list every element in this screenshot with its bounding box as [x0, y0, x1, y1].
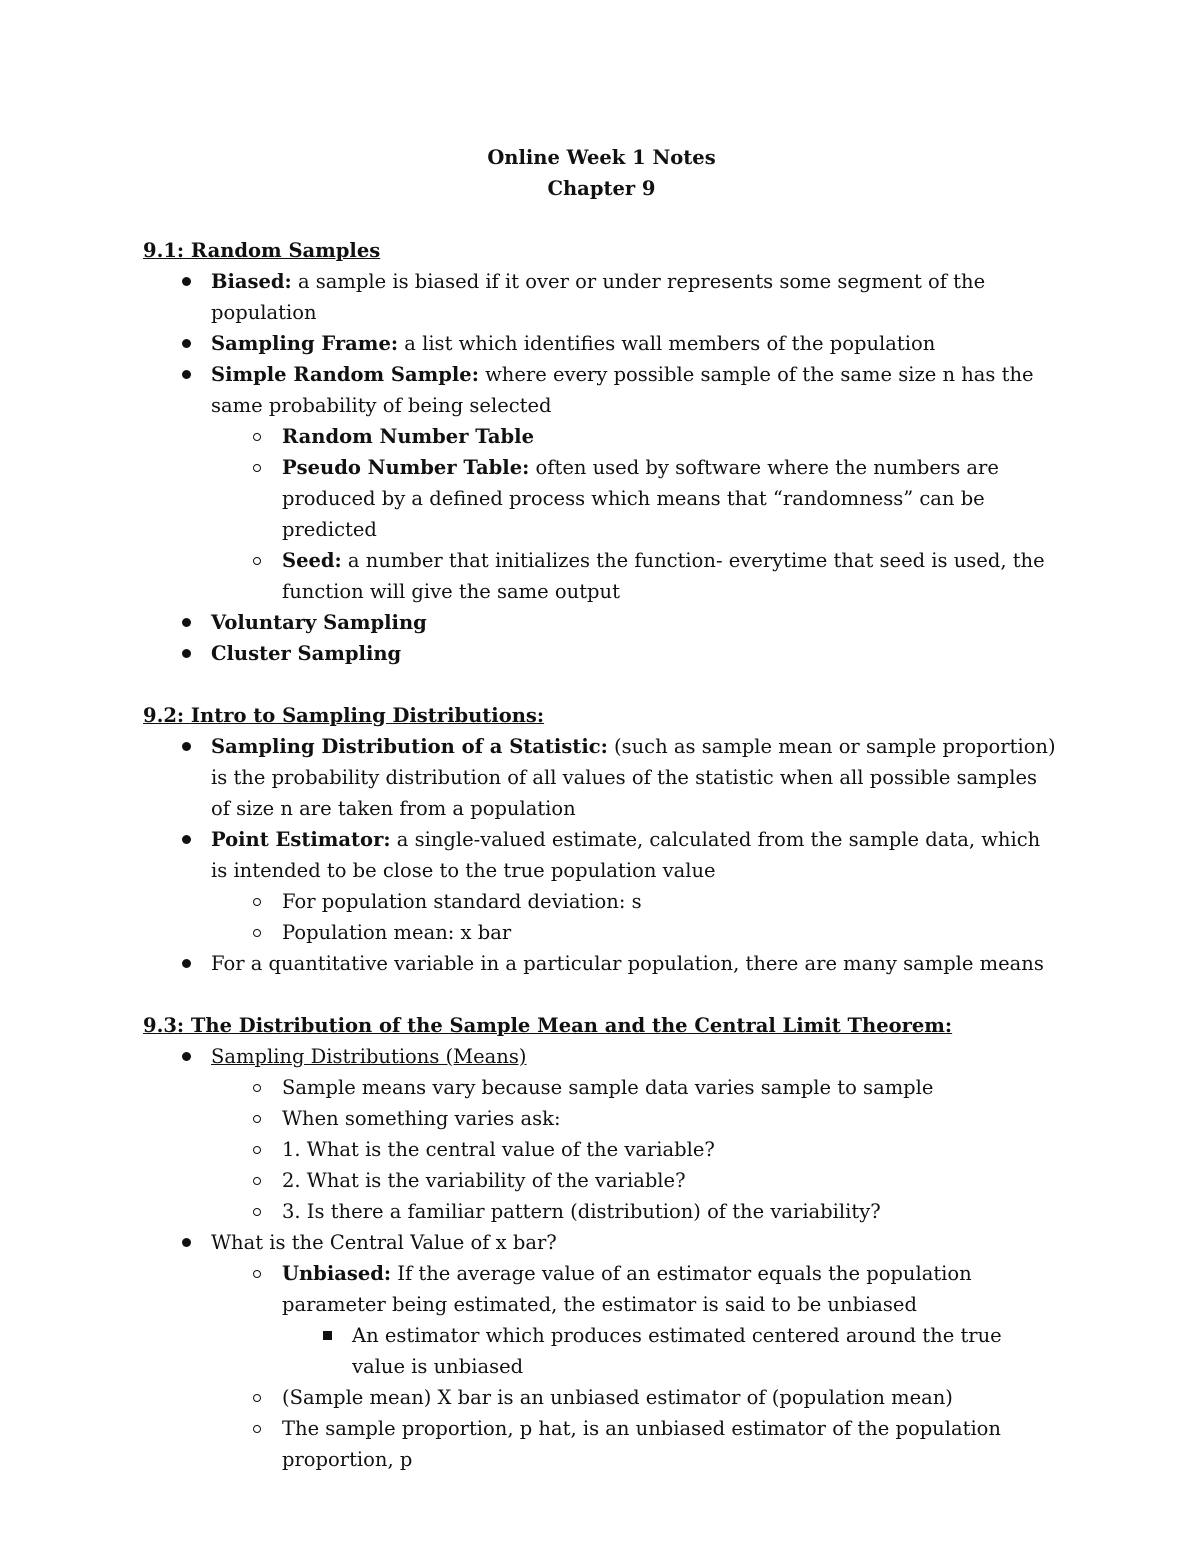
- list-item: [143, 731, 1060, 824]
- item-text: 3. Is there a familiar pattern (distribution) of the variability?: [282, 1200, 881, 1223]
- list-item: [143, 1382, 1060, 1413]
- circle-bullet-icon: [247, 1258, 267, 1289]
- bullet-icon: [176, 824, 196, 855]
- list-item: [143, 545, 1060, 607]
- term-label: Pseudo Number Table:: [282, 456, 530, 479]
- list-item: [143, 1413, 1060, 1475]
- list-item: [143, 607, 1060, 638]
- list-item: [143, 359, 1060, 421]
- list-item: [143, 1320, 1060, 1382]
- list-item: [143, 1165, 1060, 1196]
- term-label: Biased:: [211, 270, 292, 293]
- bullet-icon: [176, 359, 196, 390]
- section-heading-9-1: 9.1: Random Samples: [143, 239, 381, 262]
- list-item: [143, 452, 1060, 545]
- term-label: Point Estimator:: [211, 828, 391, 851]
- list-item: [143, 638, 1060, 669]
- bullet-icon: [176, 266, 196, 297]
- circle-bullet-icon: [247, 1413, 267, 1444]
- section-heading-9-2: 9.2: Intro to Sampling Distributions:: [143, 704, 545, 727]
- item-text: often used by software where the numbers are produced by a defined process which means that “randomness” can be predicted: [282, 456, 999, 541]
- item-text: If the average value of an estimator equals the population parameter being estimated, the estimator is said to be unbiased: [282, 1262, 972, 1316]
- circle-bullet-icon: [247, 1103, 267, 1134]
- list-item: [143, 824, 1060, 886]
- item-text: 1. What is the central value of the variable?: [282, 1138, 715, 1161]
- bullet-icon: [176, 1041, 196, 1072]
- item-text: (such as sample mean or sample proportion) is the probability distribution of all values of the statistic when all possible samples of size n are taken from a population: [211, 735, 1056, 820]
- list-item: [143, 1258, 1060, 1320]
- square-bullet-icon: [317, 1320, 337, 1351]
- term-label: Sampling Distribution of a Statistic:: [211, 735, 608, 758]
- term-label: Unbiased:: [282, 1262, 392, 1285]
- list-item: [143, 421, 1060, 452]
- item-text: a number that initializes the function- everytime that seed is used, the function will give the same output: [282, 549, 1045, 603]
- bullet-icon: [176, 1227, 196, 1258]
- circle-bullet-icon: [247, 452, 267, 483]
- item-text: (Sample mean) X bar is an unbiased estimator of (population mean): [282, 1386, 953, 1409]
- section-list-9-3: [143, 1041, 1060, 1475]
- circle-bullet-icon: [247, 421, 267, 452]
- circle-bullet-icon: [247, 886, 267, 917]
- list-item: [143, 1041, 1060, 1072]
- circle-bullet-icon: [247, 1165, 267, 1196]
- item-text: The sample proportion, p hat, is an unbiased estimator of the population proportion, p: [282, 1417, 1001, 1471]
- term-label: Simple Random Sample:: [211, 363, 479, 386]
- item-text: What is the Central Value of x bar?: [211, 1231, 557, 1254]
- circle-bullet-icon: [247, 545, 267, 576]
- section-list-9-2: [143, 731, 1060, 979]
- item-text: Sampling Distributions (Means): [211, 1045, 527, 1068]
- section-heading-9-3: 9.3: The Distribution of the Sample Mean and the Central Limit Theorem:: [143, 1014, 953, 1037]
- term-label: Random Number Table: [282, 425, 534, 448]
- term-label: Sampling Frame:: [211, 332, 399, 355]
- term-label: Voluntary Sampling: [211, 611, 427, 634]
- bullet-icon: [176, 948, 196, 979]
- list-item: [143, 1227, 1060, 1258]
- list-item: [143, 917, 1060, 948]
- bullet-icon: [176, 731, 196, 762]
- circle-bullet-icon: [247, 1134, 267, 1165]
- circle-bullet-icon: [247, 1072, 267, 1103]
- list-item: [143, 886, 1060, 917]
- spacer: [143, 204, 1060, 235]
- circle-bullet-icon: [247, 1382, 267, 1413]
- item-text: 2. What is the variability of the variable?: [282, 1169, 686, 1192]
- list-item: [143, 1134, 1060, 1165]
- list-item: [143, 1196, 1060, 1227]
- circle-bullet-icon: [247, 917, 267, 948]
- item-text: where every possible sample of the same size n has the same probability of being selected: [211, 363, 1034, 417]
- item-text: An estimator which produces estimated centered around the true value is unbiased: [352, 1324, 1002, 1378]
- list-item: [143, 266, 1060, 328]
- circle-bullet-icon: [247, 1196, 267, 1227]
- bullet-icon: [176, 607, 196, 638]
- item-text: Sample means vary because sample data varies sample to sample: [282, 1076, 934, 1099]
- spacer: [143, 669, 1060, 700]
- list-item: [143, 1103, 1060, 1134]
- list-item: [143, 948, 1060, 979]
- item-text: a single-valued estimate, calculated from the sample data, which is intended to be close to the true population value: [211, 828, 1041, 882]
- bullet-icon: [176, 638, 196, 669]
- list-item: [143, 328, 1060, 359]
- item-text: Population mean: x bar: [282, 921, 512, 944]
- item-text: a list which identifies wall members of the population: [398, 332, 936, 355]
- document-title: Online Week 1 Notes: [487, 146, 716, 169]
- item-text: For a quantitative variable in a particular population, there are many sample means: [211, 952, 1044, 975]
- item-text: a sample is biased if it over or under represents some segment of the population: [211, 270, 986, 324]
- term-label: Cluster Sampling: [211, 642, 402, 665]
- spacer: [143, 979, 1060, 1010]
- list-item: [143, 1072, 1060, 1103]
- section-list-9-1: [143, 266, 1060, 669]
- item-text: When something varies ask:: [282, 1107, 561, 1130]
- document-subtitle: Chapter 9: [547, 177, 656, 200]
- term-label: Seed:: [282, 549, 342, 572]
- bullet-icon: [176, 328, 196, 359]
- item-text: For population standard deviation: s: [282, 890, 642, 913]
